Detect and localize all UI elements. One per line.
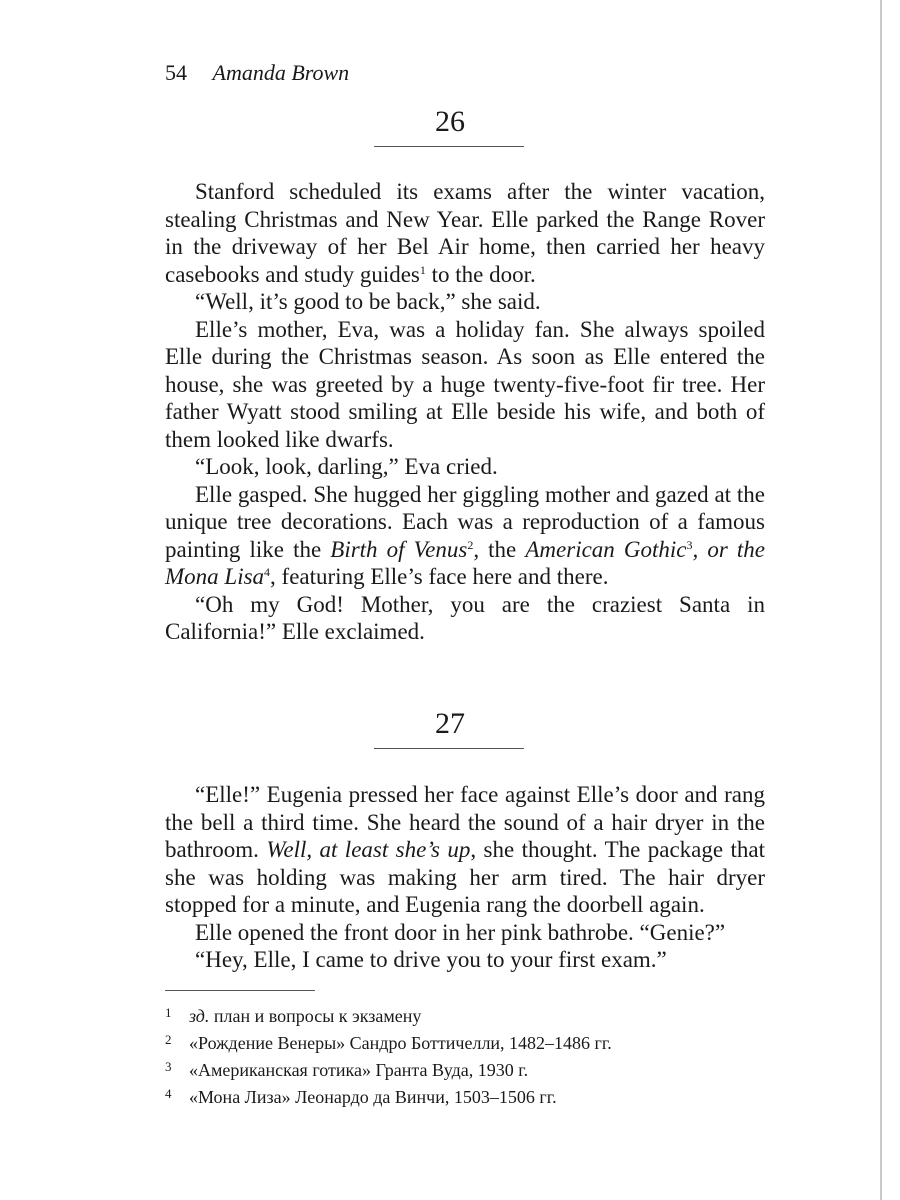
footnote-body: «Рождение Венеры» Сандро Боттичелли, 1482–1486 гг.: [189, 1033, 612, 1053]
footnote-text: [189, 1084, 557, 1111]
text-run: , the: [473, 536, 526, 562]
text-run: “Look, look, darling,” Eva cried.: [195, 454, 498, 479]
footnote-ref: 3: [686, 537, 693, 552]
text-run: Elle gasped. She hugged her giggling mother and gazed at the unique tree decorations. Each was a reproduction of a famous painting like the: [165, 481, 765, 562]
chapter-rule: [374, 748, 524, 749]
italic-run: , or the: [692, 536, 765, 562]
italic-run: Birth of Venus: [330, 536, 468, 562]
text-run: , featuring Elle’s face here and there.: [270, 564, 609, 589]
footnote: [165, 1084, 765, 1111]
text-run: “Hey, Elle, I came to drive you to your first exam.”: [195, 947, 667, 972]
text-run: to the door.: [425, 261, 536, 287]
footnote-marker: 1: [165, 1005, 172, 1020]
footnote-body: «Американская готика» Гранта Вуда, 1930 г.: [189, 1060, 529, 1080]
text-run: “Oh my God! Mother, you are the craziest Santa in California!” Elle exclaimed.: [165, 591, 765, 644]
paragraph: [165, 178, 765, 288]
footnote-ref: 1: [419, 262, 426, 277]
text-run: “Well, it’s good to be back,” she said.: [195, 289, 541, 314]
paragraph: [165, 946, 765, 974]
footnote: [165, 1030, 765, 1057]
chapter-number-26: 26: [435, 105, 465, 138]
footnote-marker: 4: [165, 1086, 172, 1101]
footnote-ref: 4: [264, 565, 271, 579]
footnote: [165, 1003, 765, 1030]
running-head: [165, 58, 349, 88]
footnote-rule: [165, 990, 315, 991]
footnote-text: [189, 1030, 612, 1057]
paragraph: [165, 591, 765, 646]
paragraph: [165, 316, 765, 454]
italic-run: American Gothic: [525, 536, 687, 562]
text-run: Elle’s mother, Eva, was a holiday fan. She always spoiled Elle during the Christmas season. As soon as Elle entered the house, she was greeted by a huge twenty-five-foot fir tree. Her father Wyatt stood smiling at Elle beside his wife, and both of them looked like dwarfs.: [165, 316, 765, 452]
footnote-body: «Мона Лиза» Леонардо да Винчи, 1503–1506 гг.: [189, 1087, 557, 1107]
page-number: 54: [165, 60, 187, 85]
text-run: Elle opened the front door in her pink bathrobe. “Genie?”: [195, 919, 726, 945]
chapter-26-text: [165, 178, 765, 646]
paragraph: [165, 781, 765, 919]
paragraph: [165, 288, 765, 316]
italic-run: Well, at least she’s up: [266, 837, 471, 862]
footnote-text: [189, 1057, 528, 1084]
chapter-number-27: 27: [435, 707, 465, 740]
paragraph: [165, 919, 765, 947]
page-edge: [880, 0, 882, 1200]
text-run: , she thought. The package that she was holding was making her arm tired. The hair dryer stopped for a minute, and Eugenia rang the doorbell again.: [165, 837, 765, 917]
italic-run: Mona Lisa: [165, 564, 265, 589]
text-run: “Elle!” Eugenia pressed her face against Elle’s door and rang the bell a third time. She heard the sound of a hair dryer in the bathroom.: [165, 782, 765, 862]
footnote-ref: 2: [467, 537, 474, 552]
footnote: [165, 1057, 765, 1084]
text-run: Stanford scheduled its exams after the winter vacation, stealing Christmas and New Year. Elle parked the Range Rover in the driveway of her Bel Air home, then carried her heavy casebooks and study guides: [165, 179, 765, 287]
footnote-text: [189, 1003, 421, 1030]
footnote-abbrev: зд.: [189, 1006, 210, 1026]
paragraph: [165, 453, 765, 481]
footnotes: [165, 1003, 765, 1111]
author-name: Amanda Brown: [212, 60, 350, 85]
footnote-body: план и вопросы к экзамену: [209, 1006, 422, 1026]
chapter-rule: [374, 146, 524, 147]
footnote-marker: 3: [165, 1059, 172, 1074]
paragraph: [165, 481, 765, 591]
chapter-27-text: [165, 781, 765, 974]
footnote-marker: 2: [165, 1032, 172, 1047]
